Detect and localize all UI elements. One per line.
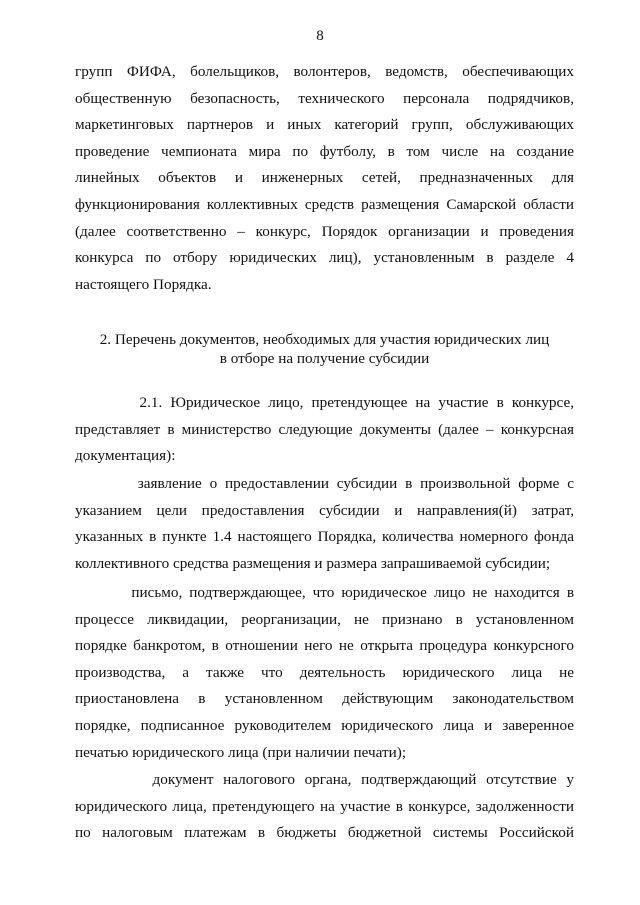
paragraph-2-1 [75,390,574,470]
section-heading-line: 2. Перечень документов, необходимых для участия юридических лиц [99,331,550,348]
text-line: письмо, подтверждающее, что юридическое лицо не находится в [75,584,574,601]
text-line: указанных в пункте 1.4 настоящего Порядка, количества номерного фонда [75,528,574,546]
section-heading-line: в отборе на получение субсидии [219,350,430,367]
text-line: документ налогового органа, подтверждающий отсутствие у [75,771,574,788]
text-line: 2.1. Юридическое лицо, претендующее на участие в конкурсе, [75,394,574,411]
text-line: общественную безопасность, технического персонала подрядчиков, [75,89,574,107]
text-line: указанием цели предоставления субсидии и направления(й) затрат, [75,501,574,519]
text-line: представляет в министерство следующие документы (далее – конкурсная [75,420,574,438]
text-line: производства, а также что деятельность юридического лица не [75,663,574,681]
paragraph-letter [75,580,574,766]
text-line: функционирования коллективных средств размещения Самарской области [75,195,574,213]
paragraph-continuation [75,59,574,298]
text-line: порядке банкротом, в отношении него не открыта процедура конкурсного [75,637,574,655]
text-line: проведение чемпионата мира по футболу, в том числе на создание [75,142,574,160]
text-line: (далее соответственно – конкурс, Порядок организации и проведения [75,222,574,240]
text-line: документация): [75,447,176,465]
text-line: приостановлена в установленном действующим законодательством [75,690,574,708]
text-line: настоящего Порядка. [75,275,212,293]
section-heading [75,330,574,368]
paragraph-application [75,471,574,577]
paragraph-tax-document [75,767,574,847]
page-number: 8 [316,28,324,44]
text-line: процессе ликвидации, реорганизации, не признано в установленном [75,610,574,628]
text-line: по налоговым платежам в бюджеты бюджетной системы Российской [75,824,574,842]
text-line: конкурса по отбору юридических лиц), установленным в разделе 4 [75,249,574,267]
text-line: маркетинговых партнеров и иных категорий групп, обслуживающих [75,116,574,134]
text-line: групп ФИФА, болельщиков, волонтеров, ведомств, обеспечивающих [75,63,574,80]
text-line: линейных объектов и инженерных сетей, предназначенных для [75,169,574,187]
text-line: юридического лица, претендующего на участие в конкурсе, задолженности [75,797,574,815]
text-line: печатью юридического лица (при наличии печати); [75,743,407,761]
text-line: порядке, подписанное руководителем юридического лица и заверенное [75,716,574,734]
text-line: заявление о предоставлении субсидии в произвольной форме с [75,475,574,492]
text-line: коллективного средства размещения и размера запрашиваемой субсидии; [75,554,551,572]
